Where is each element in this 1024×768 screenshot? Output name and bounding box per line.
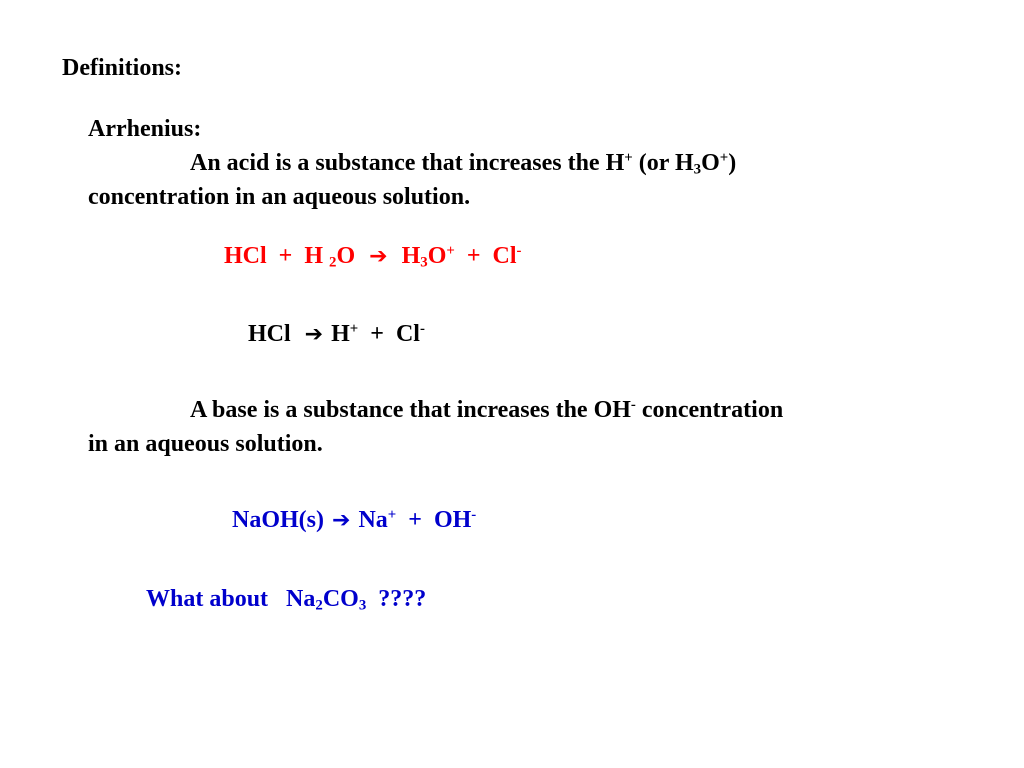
eq2-hcl: HCl [248,321,291,347]
acid-def-text1: An acid is a substance that increases the H [190,150,625,176]
reaction-arrow-icon: ➔ [304,322,324,347]
acid-definition-line2: concentration in an aqueous solution. [88,184,471,210]
eq1-plus1: + [278,243,293,269]
eq1-o: O [336,243,356,269]
question-co: CO [322,586,359,612]
eq1-plus2: + [466,243,481,269]
acid-def-text3: O [701,150,720,176]
eq3-plus: + [408,507,422,533]
page-heading: Definitions: [62,55,182,81]
eq2-plus: + [370,321,384,347]
eq2-cl-charge: - [419,320,425,337]
eq1-h3o-charge: + [446,242,455,259]
base-definition-line2: in an aqueous solution. [88,431,323,457]
eq3-na: Na [358,507,388,533]
eq3-na-charge: + [387,506,397,523]
eq2-h: H [331,321,350,347]
eq1-h3: H [401,243,421,269]
base-def-text1: A base is a substance that increases the OH [190,397,631,423]
question-co-sub: 3 [358,597,367,614]
question-marks: ???? [378,586,427,612]
eq3-oh-charge: - [471,506,477,523]
eq1-h: H [304,243,324,269]
base-definition-line1 [190,398,783,422]
oh-minus-charge: - [630,396,636,413]
eq2-cl: Cl [395,321,420,347]
acid-def-text4: ) [728,150,737,176]
eq1-h3-sub: 3 [420,254,428,271]
carbonate-question [146,586,427,614]
base-def-text2: concentration [635,397,784,423]
arrhenius-label: Arrhenius: [88,116,202,142]
acid-def-text2: (or H [632,150,694,176]
eq3-oh: OH [433,507,472,533]
reaction-arrow-icon: ➔ [369,244,388,269]
h3o-subscript: 3 [693,161,702,178]
eq1-h2o-sub: 2 [329,254,337,271]
eq1-cl-charge: - [516,242,522,259]
reaction-arrow-icon: ➔ [332,508,351,533]
eq3-naoh: NaOH(s) [232,507,324,533]
eq1-hcl: HCl [224,243,267,269]
acid-definition-line1 [190,149,737,178]
h3o-charge: + [719,149,729,166]
eq1-h3o-o: O [427,243,447,269]
question-na-sub: 2 [315,597,323,614]
question-text: What about [146,586,269,612]
naoh-dissociation-equation [232,508,476,532]
hcl-dissociation-equation [248,322,425,346]
eq2-h-charge: + [349,320,359,337]
h-plus-charge: + [624,149,633,166]
hcl-water-equation [224,242,522,271]
question-na: Na [286,586,316,612]
eq1-cl: Cl [492,243,517,269]
